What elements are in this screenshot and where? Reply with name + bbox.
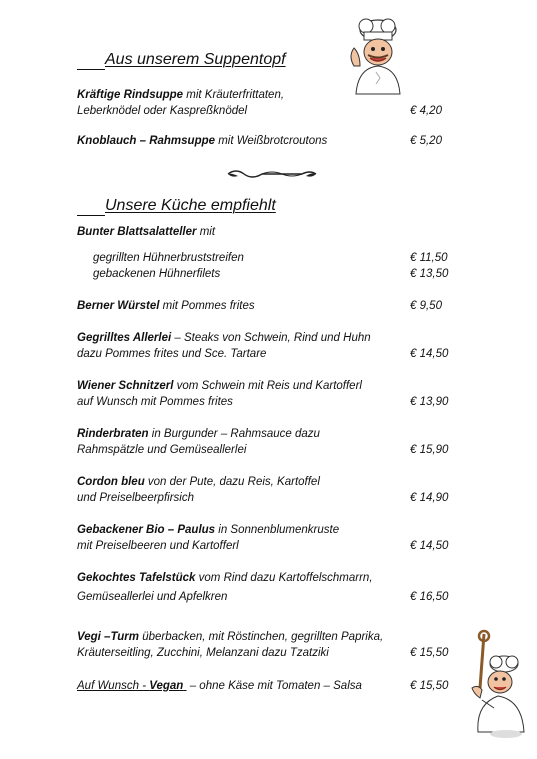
- price-tafelstueck: € 16,50: [410, 591, 449, 603]
- price-cordon-bleu: € 14,90: [410, 492, 449, 504]
- price-rinderbraten: € 15,90: [410, 444, 449, 456]
- menu-item-tafelstueck: Gekochtes Tafelstück vom Rind dazu Kartoffelschmarrn,: [77, 572, 373, 584]
- menu-item-vegi-turm: Vegi –Turm überbacken, mit Röstinchen, gegrillten Paprika,: [77, 631, 384, 643]
- chef-illustration-top: [340, 16, 410, 96]
- menu-item-blattsalat: Bunter Blattsalatteller mit: [77, 226, 216, 238]
- menu-item-rinderbraten: Rinderbraten in Burgunder – Rahmsauce dazu: [77, 428, 320, 440]
- menu-item-rinderbraten-line2: Rahmspätzle und Gemüseallerlei: [77, 444, 247, 456]
- menu-item-cordon-bleu-line2: und Preiselbeerpfirsich: [77, 492, 194, 504]
- price-wiener: € 13,90: [410, 396, 449, 408]
- price-allerlei: € 14,50: [410, 348, 449, 360]
- menu-item-berner: Berner Würstel mit Pommes frites: [77, 300, 255, 312]
- menu-item-paulus-line2: mit Preiselbeeren und Kartofferl: [77, 540, 239, 552]
- section-heading-kitchen: Unsere Küche empfiehlt: [77, 196, 276, 216]
- salad-option-huhn-gebacken: gebackenen Hühnerfilets: [93, 268, 221, 280]
- menu-item-tafelstueck-line2: Gemüseallerlei und Apfelkren: [77, 591, 228, 603]
- salad-option-huhn-gegrillt: gegrillten Hühnerbruststreifen: [93, 252, 244, 264]
- flourish-divider: [222, 165, 322, 183]
- menu-item-wiener: Wiener Schnitzerl vom Schwein mit Reis und Kartofferl: [77, 380, 362, 392]
- price-berner: € 9,50: [410, 300, 442, 312]
- menu-item-vegi-turm-line2: Kräuterseitling, Zucchini, Melanzani dazu Tzatziki: [77, 647, 329, 659]
- price-rindsuppe: € 4,20: [410, 105, 442, 117]
- menu-item-allerlei-line2: dazu Pommes frites und Sce. Tartare: [77, 348, 267, 360]
- price-salad-option-2: € 13,50: [410, 268, 449, 280]
- menu-item-rindsuppe: Kräftige Rindsuppe mit Kräuterfrittaten,: [77, 89, 285, 101]
- menu-item-rindsuppe-line2: Leberknödel oder Kaspreßknödel: [77, 105, 248, 117]
- chef-illustration-bottom: [442, 628, 532, 738]
- menu-item-allerlei: Gegrilltes Allerlei – Steaks von Schwein, Rind und Huhn: [77, 332, 371, 344]
- price-salad-option-1: € 11,50: [410, 252, 448, 264]
- menu-item-knoblauch: Knoblauch – Rahmsuppe mit Weißbrotcroutons: [77, 135, 328, 147]
- price-vegan: € 15,50: [410, 680, 449, 692]
- menu-item-cordon-bleu: Cordon bleu von der Pute, dazu Reis, Kartoffel: [77, 476, 320, 488]
- price-knoblauch: € 5,20: [410, 135, 442, 147]
- menu-item-vegan: Auf Wunsch - Vegan – ohne Käse mit Tomaten – Salsa: [77, 680, 362, 692]
- menu-item-wiener-line2: auf Wunsch mit Pommes frites: [77, 396, 233, 408]
- menu-item-paulus: Gebackener Bio – Paulus in Sonnenblumenkruste: [77, 524, 340, 536]
- section-heading-soup: Aus unserem Suppentopf: [77, 50, 286, 70]
- price-vegi-turm: € 15,50: [410, 647, 449, 659]
- price-paulus: € 14,50: [410, 540, 449, 552]
